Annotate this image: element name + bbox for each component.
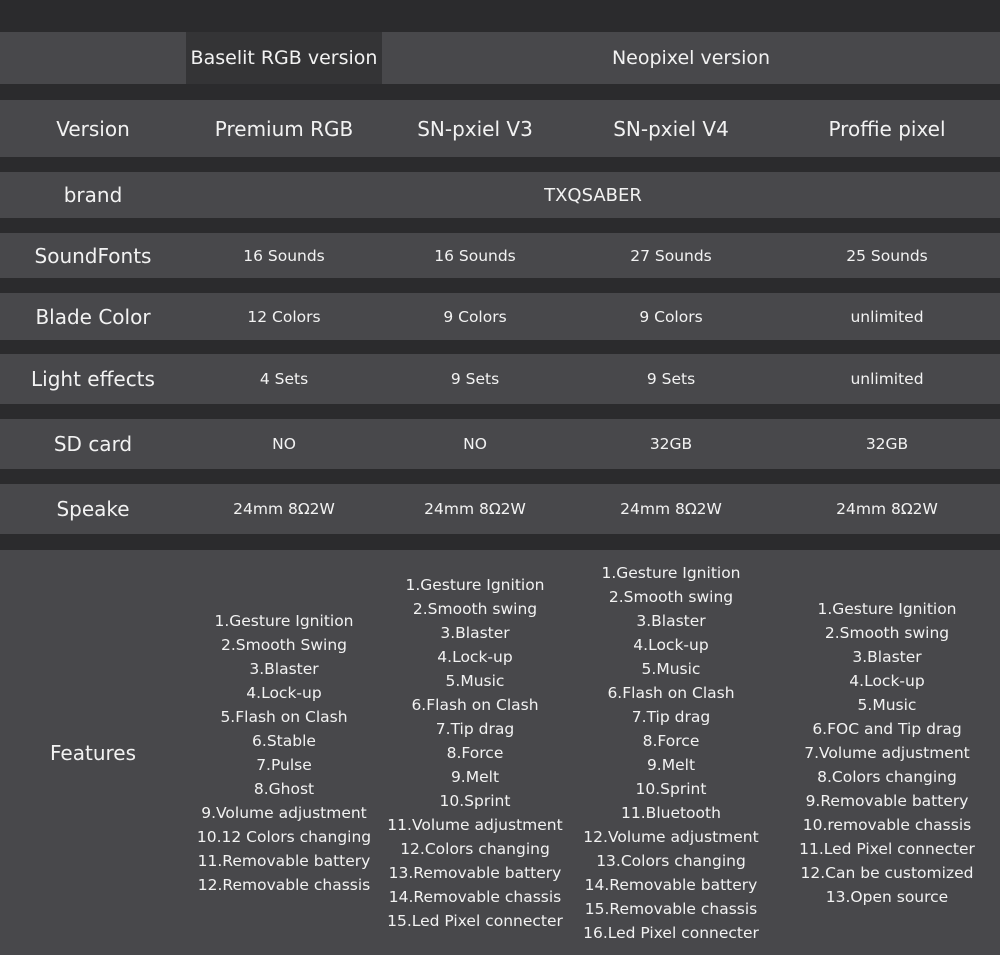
feature-item: 11.Bluetooth [621, 803, 721, 822]
version-premium-rgb: Premium RGB [214, 116, 354, 141]
feature-item: 9.Volume adjustment [201, 803, 367, 822]
feature-item: 5.Music [641, 659, 701, 678]
feature-item: 10.Sprint [635, 779, 707, 798]
feature-item: 12.Can be customized [800, 863, 974, 882]
row-label-sd-card: SD card [53, 432, 133, 456]
version-sn-pixel-v4: SN-pxiel V4 [613, 116, 729, 141]
row-label-brand: brand [63, 183, 123, 207]
feature-item: 1.Gesture Ignition [405, 575, 545, 594]
neopixel-header: Neopixel version [611, 47, 771, 69]
cell-value: 16 Sounds [243, 246, 325, 265]
feature-item: 11.Volume adjustment [387, 815, 563, 834]
feature-item: 6.FOC and Tip drag [812, 719, 962, 738]
feature-item: 10.Sprint [439, 791, 511, 810]
feature-item: 12.Colors changing [400, 839, 550, 858]
feature-item: 5.Flash on Clash [220, 707, 348, 726]
feature-item: 7.Tip drag [435, 719, 515, 738]
feature-item: 6.Stable [252, 731, 316, 750]
feature-item: 7.Volume adjustment [804, 743, 970, 762]
feature-item: 8.Force [642, 731, 700, 750]
cell-value: 9 Colors [639, 307, 703, 326]
row-light-effects [0, 354, 1000, 404]
row-soundfonts [0, 233, 1000, 278]
feature-item: 2.Smooth swing [824, 623, 950, 642]
feature-item: 13.Colors changing [596, 851, 746, 870]
feature-item: 9.Melt [646, 755, 696, 774]
row-blade-color [0, 293, 1000, 340]
row-features [0, 550, 1000, 955]
row-label-light-effects: Light effects [31, 367, 155, 391]
features-column-proffie-pixel [774, 597, 1000, 909]
cell-value: 24mm 8Ω2W [836, 500, 938, 518]
feature-item: 4.Lock-up [437, 647, 513, 666]
version-group-header [0, 32, 1000, 84]
feature-list [583, 561, 759, 945]
row-label-speake: Speake [56, 497, 130, 521]
feature-item: 6.Flash on Clash [411, 695, 539, 714]
row-speake [0, 484, 1000, 534]
feature-item: 15.Led Pixel connecter [387, 911, 563, 930]
feature-list [799, 597, 975, 909]
baselit-rgb-header: Baselit RGB version [186, 32, 382, 84]
cell-value: 4 Sets [259, 370, 309, 388]
feature-item: 3.Blaster [852, 647, 922, 666]
row-version [0, 100, 1000, 157]
feature-item: 3.Blaster [249, 659, 319, 678]
feature-item: 1.Gesture Ignition [214, 611, 354, 630]
features-column-premium-rgb [186, 609, 382, 897]
feature-item: 8.Colors changing [817, 767, 957, 786]
cell-value: NO [272, 435, 296, 453]
header-empty-cell [0, 32, 186, 84]
feature-item: 3.Blaster [440, 623, 510, 642]
row-sd-card [0, 419, 1000, 469]
brand-value: TXQSABER [544, 184, 642, 206]
feature-item: 12.Volume adjustment [583, 827, 759, 846]
version-proffie-pixel: Proffie pixel [828, 116, 946, 141]
feature-item: 4.Lock-up [633, 635, 709, 654]
feature-item: 2.Smooth Swing [220, 635, 347, 654]
feature-item: 13.Removable battery [388, 863, 562, 882]
feature-item: 10.12 Colors changing [196, 827, 372, 846]
feature-item: 9.Removable battery [805, 791, 969, 810]
feature-item: 6.Flash on Clash [607, 683, 735, 702]
cell-value: 9 Colors [443, 307, 507, 326]
cell-value: NO [463, 435, 487, 453]
feature-item: 4.Lock-up [849, 671, 925, 690]
feature-item: 8.Ghost [253, 779, 315, 798]
features-column-sn-pixel-v4 [568, 561, 774, 945]
cell-value: 9 Sets [646, 370, 696, 388]
version-sn-pixel-v3: SN-pxiel V3 [417, 116, 533, 141]
cell-value: 25 Sounds [846, 246, 928, 265]
feature-item: 5.Music [857, 695, 917, 714]
cell-value: 24mm 8Ω2W [424, 500, 526, 518]
cell-value: unlimited [850, 370, 924, 388]
cell-value: 9 Sets [450, 370, 500, 388]
cell-value: 24mm 8Ω2W [620, 500, 722, 518]
feature-item: 5.Music [445, 671, 505, 690]
row-brand [0, 172, 1000, 218]
feature-item: 4.Lock-up [246, 683, 322, 702]
cell-value: unlimited [850, 307, 924, 326]
feature-item: 15.Removable chassis [584, 899, 758, 918]
cell-value: 16 Sounds [434, 246, 516, 265]
feature-item: 11.Removable battery [197, 851, 371, 870]
features-column-sn-pixel-v3 [382, 573, 568, 933]
feature-item: 2.Smooth swing [608, 587, 734, 606]
feature-item: 9.Melt [450, 767, 500, 786]
row-label-features: Features [50, 740, 136, 765]
feature-item: 16.Led Pixel connecter [583, 923, 759, 942]
feature-list [387, 573, 563, 933]
feature-item: 14.Removable battery [584, 875, 758, 894]
cell-value: 27 Sounds [630, 246, 712, 265]
feature-item: 3.Blaster [636, 611, 706, 630]
row-label-blade-color: Blade Color [35, 304, 151, 329]
feature-item: 10.removable chassis [802, 815, 972, 834]
feature-item: 1.Gesture Ignition [601, 563, 741, 582]
feature-item: 2.Smooth swing [412, 599, 538, 618]
feature-item: 13.Open source [825, 887, 949, 906]
cell-value: 12 Colors [247, 307, 321, 326]
cell-value: 24mm 8Ω2W [233, 500, 335, 518]
feature-item: 7.Tip drag [631, 707, 711, 726]
feature-item: 7.Pulse [256, 755, 312, 774]
feature-item: 14.Removable chassis [388, 887, 562, 906]
cell-value: 32GB [649, 435, 693, 453]
feature-item: 12.Removable chassis [197, 875, 371, 894]
feature-item: 11.Led Pixel connecter [799, 839, 975, 858]
cell-value: 32GB [865, 435, 909, 453]
feature-list [197, 609, 371, 897]
row-label-soundfonts: SoundFonts [34, 243, 152, 268]
feature-item: 1.Gesture Ignition [817, 599, 957, 618]
feature-item: 8.Force [446, 743, 504, 762]
row-label-version: Version [56, 116, 130, 141]
